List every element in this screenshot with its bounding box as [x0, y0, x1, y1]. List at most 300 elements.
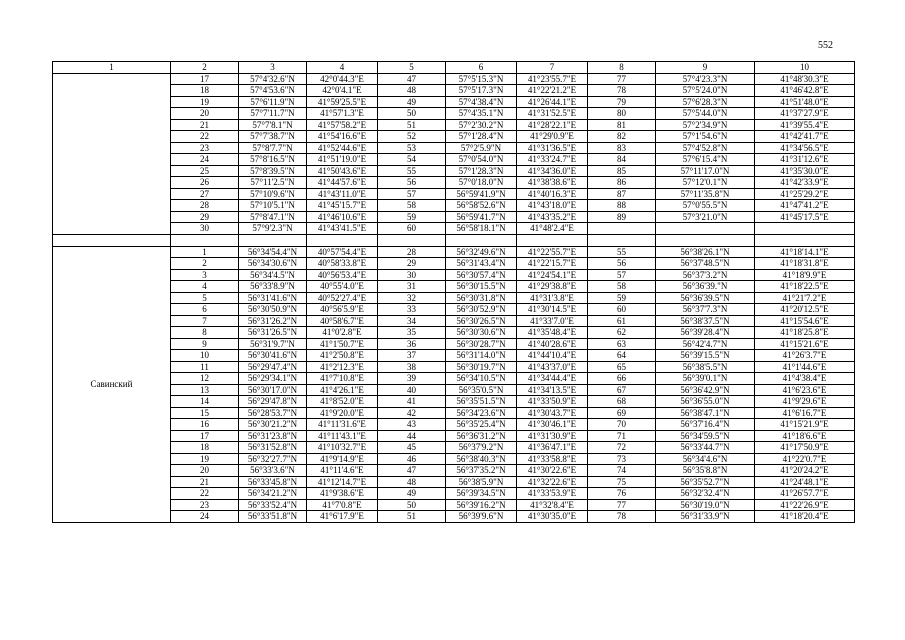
table-cell: 59 — [378, 211, 446, 223]
table-cell: 2 — [171, 258, 239, 270]
table-row — [53, 499, 855, 511]
table-cell: 41°15'54.6"E — [755, 315, 855, 327]
table-cell: 57°0'54.0"N — [446, 154, 517, 166]
table-cell: 56°59'41.9"N — [446, 188, 517, 200]
table-cell: 41°30'35.0"E — [517, 511, 588, 523]
table-cell: 57°2'34.9"N — [656, 119, 755, 131]
table-cell: 41°33'53.9"E — [517, 488, 588, 500]
table-cell: 41°18'20.4"E — [755, 511, 855, 523]
table-cell: 57°3'21.0"N — [656, 211, 755, 223]
table-cell: 71 — [588, 430, 656, 442]
table-cell: 56°39'34.5"N — [446, 488, 517, 500]
table-cell: 57°7'38.7"N — [239, 131, 307, 143]
table-cell: 82 — [588, 131, 656, 143]
table-cell: 29 — [378, 258, 446, 270]
table-cell: 42°0'44.3"E — [307, 73, 378, 85]
table-row — [53, 465, 855, 477]
header-cell: 3 — [239, 62, 307, 74]
table-cell: 79 — [588, 96, 656, 108]
table-cell: 56°36'55.0"N — [656, 396, 755, 408]
table-cell: 57°1'54.6"N — [656, 131, 755, 143]
table-cell: 41°43'11.0"E — [307, 188, 378, 200]
table-row — [53, 327, 855, 339]
table-cell: 18 — [171, 85, 239, 97]
header-cell: 2 — [171, 62, 239, 74]
table-cell: 57°8'47.1"N — [239, 211, 307, 223]
table-cell: 57°6'15.4"N — [656, 154, 755, 166]
table-cell: 41°30'14.5"E — [517, 304, 588, 316]
table-cell: 56°34'4.5"N — [239, 269, 307, 281]
table-cell: 76 — [588, 488, 656, 500]
table-cell — [656, 223, 755, 235]
table-row — [53, 476, 855, 488]
table-cell: 66 — [588, 373, 656, 385]
table-cell: 57°11'17.0"N — [656, 165, 755, 177]
table-cell: 57 — [588, 269, 656, 281]
table-cell: 41°52'44.6"E — [307, 142, 378, 154]
table-cell: 47 — [378, 465, 446, 477]
table-cell: 56°39'15.5"N — [656, 350, 755, 362]
table-cell: 41°18'6.6"E — [755, 430, 855, 442]
separator-row — [53, 234, 855, 246]
table-cell: 41°30'46.1"E — [517, 419, 588, 431]
table-cell: 41°18'9.9"E — [755, 269, 855, 281]
header-cell: 10 — [755, 62, 855, 74]
table-cell: 40°55'4.0"E — [307, 281, 378, 293]
table-cell: 20 — [171, 108, 239, 120]
table-row — [53, 188, 855, 200]
table-cell: 56°59'41.7"N — [446, 211, 517, 223]
table-cell: 41°43'37.0"E — [517, 361, 588, 373]
table-cell: 56°29'47.4"N — [239, 361, 307, 373]
table-cell: 41°43'18.0"E — [517, 200, 588, 212]
empty-cell — [239, 234, 307, 246]
table-cell: 56°30'19.0"N — [656, 499, 755, 511]
table-cell: 41°30'22.6"E — [517, 465, 588, 477]
table-row — [53, 396, 855, 408]
table-cell: 57°2'5.9"N — [446, 142, 517, 154]
table-cell: 41°31'52.5"E — [517, 108, 588, 120]
table-cell: 21 — [171, 476, 239, 488]
table-cell: 70 — [588, 419, 656, 431]
table-cell: 28 — [171, 200, 239, 212]
table-cell: 56°32'32.4"N — [656, 488, 755, 500]
table-cell: 35 — [378, 327, 446, 339]
table-cell: 77 — [588, 73, 656, 85]
table-cell: 42 — [378, 407, 446, 419]
table-cell: 11 — [171, 361, 239, 373]
table-cell: 41°12'14.7"E — [307, 476, 378, 488]
empty-cell — [53, 234, 171, 246]
table-cell: 57 — [378, 188, 446, 200]
table-cell: 40°52'27.4"E — [307, 292, 378, 304]
table-row — [53, 407, 855, 419]
table-cell: 78 — [588, 511, 656, 523]
table-cell: 39 — [378, 373, 446, 385]
table-cell: 56°30'52.9"N — [446, 304, 517, 316]
table-row — [53, 258, 855, 270]
table-row — [53, 350, 855, 362]
table-cell: 41°6'16.7"E — [755, 407, 855, 419]
table-cell: 41°46'42.8"E — [755, 85, 855, 97]
table-cell: 41°46'10.6"E — [307, 211, 378, 223]
table-row — [53, 292, 855, 304]
header-row — [53, 62, 855, 74]
table-cell: 41°34'13.5"E — [517, 384, 588, 396]
table-cell: 57°10'5.1"N — [239, 200, 307, 212]
table-cell: 13 — [171, 384, 239, 396]
table-cell: 56°30'57.4"N — [446, 269, 517, 281]
table-cell: 83 — [588, 142, 656, 154]
table-row — [53, 131, 855, 143]
table-cell: 57°4'52.8"N — [656, 142, 755, 154]
table-cell: 56°34'59.5"N — [656, 430, 755, 442]
empty-cell — [656, 234, 755, 246]
table-cell: 89 — [588, 211, 656, 223]
table-cell: 56°31'26.2"N — [239, 315, 307, 327]
table-cell: 56°31'14.0"N — [446, 350, 517, 362]
table-cell: 47 — [378, 73, 446, 85]
table-cell: 56°30'26.5"N — [446, 315, 517, 327]
table-cell: 17 — [171, 73, 239, 85]
table-cell: 41°1'44.6"E — [755, 361, 855, 373]
table-row — [53, 142, 855, 154]
table-cell: 41°31'36.5"E — [517, 142, 588, 154]
empty-cell — [307, 234, 378, 246]
table-cell: 34 — [378, 315, 446, 327]
table-cell: 41°6'23.6"E — [755, 384, 855, 396]
table-cell: 56°29'34.1"N — [239, 373, 307, 385]
table-cell: 57°7'8.1"N — [239, 119, 307, 131]
table-cell: 41°18'25.8"E — [755, 327, 855, 339]
table-cell: 10 — [171, 350, 239, 362]
table-row — [53, 154, 855, 166]
table-cell: 55 — [588, 246, 656, 258]
table-cell: 57°8'7.7"N — [239, 142, 307, 154]
table-cell: 17 — [171, 430, 239, 442]
table-cell: 41°40'16.3"E — [517, 188, 588, 200]
table-cell: 56°28'53.7"N — [239, 407, 307, 419]
table-row — [53, 200, 855, 212]
table-cell: 57°0'55.5"N — [656, 200, 755, 212]
region-name — [53, 73, 171, 234]
table-cell: 57°11'35.8"N — [656, 188, 755, 200]
table-cell: 56°35'51.5"N — [446, 396, 517, 408]
table-row — [53, 430, 855, 442]
table-cell: 22 — [171, 488, 239, 500]
header-cell: 7 — [517, 62, 588, 74]
table-cell: 57°12'0.1"N — [656, 177, 755, 189]
table-cell: 41°32'8.4"E — [517, 499, 588, 511]
table-cell: 37 — [378, 350, 446, 362]
table-cell: 63 — [588, 338, 656, 350]
table-cell: 41°34'36.0"E — [517, 165, 588, 177]
table-cell: 60 — [588, 304, 656, 316]
table-cell: 64 — [588, 350, 656, 362]
table-cell: 41°57'1.3"E — [307, 108, 378, 120]
table-cell: 41°18'14.1"E — [755, 246, 855, 258]
table-cell: 42°0'4.1"E — [307, 85, 378, 97]
table-cell: 4 — [171, 281, 239, 293]
table-cell — [588, 223, 656, 235]
empty-cell — [517, 234, 588, 246]
table-cell: 19 — [171, 453, 239, 465]
empty-cell — [588, 234, 656, 246]
table-cell: 41°4'38.4"E — [755, 373, 855, 385]
table-cell: 41°22'0.7"E — [755, 453, 855, 465]
table-cell: 41°59'25.5"E — [307, 96, 378, 108]
table-cell: 44 — [378, 430, 446, 442]
region-name: Савинский — [53, 246, 171, 522]
table-cell: 56°36'39."N — [656, 281, 755, 293]
table-cell: 5 — [171, 292, 239, 304]
table-cell: 56°35'8.8"N — [656, 465, 755, 477]
table-cell: 56°30'50.9"N — [239, 304, 307, 316]
table-cell: 85 — [588, 165, 656, 177]
page-number: 552 — [818, 40, 833, 51]
table-cell: 56°33'44.7"N — [656, 442, 755, 454]
table-cell: 41°26'57.7"E — [755, 488, 855, 500]
table-cell: 56°34'30.6"N — [239, 258, 307, 270]
table-cell: 41°9'14.9"E — [307, 453, 378, 465]
table-cell: 41°15'21.9"E — [755, 419, 855, 431]
table-cell: 41 — [378, 396, 446, 408]
header-cell: 4 — [307, 62, 378, 74]
table-cell: 41°37'27.9"E — [755, 108, 855, 120]
table-row — [53, 361, 855, 373]
table-cell: 86 — [588, 177, 656, 189]
table-cell: 41°54'16.6"E — [307, 131, 378, 143]
table-cell: 48 — [378, 85, 446, 97]
table-cell: 56°34'54.4"N — [239, 246, 307, 258]
table-cell: 9 — [171, 338, 239, 350]
table-cell: 41°9'29.6"E — [755, 396, 855, 408]
table-cell: 41°45'17.5"E — [755, 211, 855, 223]
table-cell: 41°25'29.2"E — [755, 188, 855, 200]
table-cell: 36 — [378, 338, 446, 350]
table-row — [53, 165, 855, 177]
table-cell: 41°42'33.9"E — [755, 177, 855, 189]
table-cell: 57°4'32.6"N — [239, 73, 307, 85]
table-cell: 56°31'43.4"N — [446, 258, 517, 270]
table-cell: 57°4'53.6"N — [239, 85, 307, 97]
table-cell: 12 — [171, 373, 239, 385]
table-cell: 57°5'17.3"N — [446, 85, 517, 97]
table-cell: 84 — [588, 154, 656, 166]
table-cell: 27 — [171, 188, 239, 200]
table-cell: 41°48'2.4"E — [517, 223, 588, 235]
table-cell: 49 — [378, 488, 446, 500]
table-cell: 41°33'50.9"E — [517, 396, 588, 408]
table-cell: 40°56'5.9"E — [307, 304, 378, 316]
table-cell: 56°33'52.4"N — [239, 499, 307, 511]
table-row — [53, 108, 855, 120]
table-cell: 25 — [171, 165, 239, 177]
table-cell: 41°35'48.4"E — [517, 327, 588, 339]
table-cell: 30 — [378, 269, 446, 281]
table-cell: 56°37'48.5"N — [656, 258, 755, 270]
table-cell: 1 — [171, 246, 239, 258]
table-cell: 33 — [378, 304, 446, 316]
table-cell: 81 — [588, 119, 656, 131]
table-cell: 46 — [378, 453, 446, 465]
table-cell: 41°57'58.2"E — [307, 119, 378, 131]
table-cell: 41°33'24.7"E — [517, 154, 588, 166]
table-cell: 62 — [588, 327, 656, 339]
table-cell: 29 — [171, 211, 239, 223]
table-cell: 54 — [378, 154, 446, 166]
table-cell: 77 — [588, 499, 656, 511]
table-cell: 24 — [171, 154, 239, 166]
table-cell: 55 — [378, 165, 446, 177]
table-cell: 78 — [588, 85, 656, 97]
table-cell: 56°30'17.0"N — [239, 384, 307, 396]
table-cell: 32 — [378, 292, 446, 304]
table-cell: 41°26'3.7"E — [755, 350, 855, 362]
table-cell: 41°44'10.4"E — [517, 350, 588, 362]
table-cell: 68 — [588, 396, 656, 408]
table-row — [53, 511, 855, 523]
table-cell: 73 — [588, 453, 656, 465]
table-cell: 41°11'31.6"E — [307, 419, 378, 431]
table-row — [53, 338, 855, 350]
table-cell: 19 — [171, 96, 239, 108]
table-cell: 56°38'47.1"N — [656, 407, 755, 419]
table-cell: 41°2'50.8"E — [307, 350, 378, 362]
table-cell: 41°34'56.5"E — [755, 142, 855, 154]
table-cell: 57°5'24.0"N — [656, 85, 755, 97]
table-cell: 56°31'52.8"N — [239, 442, 307, 454]
table-cell: 56°36'31.2"N — [446, 430, 517, 442]
table-cell: 41°30'43.7"E — [517, 407, 588, 419]
table-cell: 57°8'16.5"N — [239, 154, 307, 166]
table-cell: 41°38'38.6"E — [517, 177, 588, 189]
table-cell: 24 — [171, 511, 239, 523]
table-row — [53, 73, 855, 85]
table-cell: 20 — [171, 465, 239, 477]
table-cell: 16 — [171, 419, 239, 431]
table-cell: 56°33'8.9"N — [239, 281, 307, 293]
table-cell: 41°33'7.0"E — [517, 315, 588, 327]
table-cell: 57°5'44.0"N — [656, 108, 755, 120]
table-row — [53, 281, 855, 293]
table-cell — [755, 223, 855, 235]
table-cell: 57°4'23.3"N — [656, 73, 755, 85]
table-cell: 56°38'5.5"N — [656, 361, 755, 373]
table-cell: 57°2'30.2"N — [446, 119, 517, 131]
table-cell: 56°35'0.5"N — [446, 384, 517, 396]
table-cell: 56°32'27.7"N — [239, 453, 307, 465]
table-row — [53, 246, 855, 258]
table-cell: 41°31'3.8"E — [517, 292, 588, 304]
table-cell: 74 — [588, 465, 656, 477]
table-cell: 41°48'30.3"E — [755, 73, 855, 85]
table-cell: 56°37'7.3"N — [656, 304, 755, 316]
table-cell: 57°4'35.1"N — [446, 108, 517, 120]
table-cell: 56°58'52.6"N — [446, 200, 517, 212]
table-row — [53, 223, 855, 235]
empty-cell — [171, 234, 239, 246]
table-cell: 56°37'35.2"N — [446, 465, 517, 477]
table-cell: 41°33'58.8"E — [517, 453, 588, 465]
table-cell: 43 — [378, 419, 446, 431]
table-cell: 41°24'54.1"E — [517, 269, 588, 281]
table-cell: 57°6'28.3"N — [656, 96, 755, 108]
table-cell: 41°45'15.7"E — [307, 200, 378, 212]
table-cell: 56°36'39.5"N — [656, 292, 755, 304]
header-cell: 1 — [53, 62, 171, 74]
table-cell: 22 — [171, 131, 239, 143]
table-cell: 41°18'31.8"E — [755, 258, 855, 270]
table-cell: 40°58'33.8"E — [307, 258, 378, 270]
table-cell: 41°8'52.0"E — [307, 396, 378, 408]
header-cell: 8 — [588, 62, 656, 74]
table-cell: 41°22'21.2"E — [517, 85, 588, 97]
table-cell: 57°1'28.3"N — [446, 165, 517, 177]
table-cell: 58 — [378, 200, 446, 212]
table-cell: 56°30'19.7"N — [446, 361, 517, 373]
table-row — [53, 119, 855, 131]
table-cell: 41°43'41.5"E — [307, 223, 378, 235]
table-cell: 38 — [378, 361, 446, 373]
table-row — [53, 177, 855, 189]
table-cell: 56°38'40.3"N — [446, 453, 517, 465]
table-cell: 72 — [588, 442, 656, 454]
table-cell: 41°1'50.7"E — [307, 338, 378, 350]
table-cell: 41°32'22.6"E — [517, 476, 588, 488]
table-cell: 8 — [171, 327, 239, 339]
table-cell: 41°50'43.6"E — [307, 165, 378, 177]
table-cell: 65 — [588, 361, 656, 373]
table-cell: 15 — [171, 407, 239, 419]
table-cell: 18 — [171, 442, 239, 454]
table-cell: 56°39'28.4"N — [656, 327, 755, 339]
table-cell: 56°31'9.7"N — [239, 338, 307, 350]
table-cell: 6 — [171, 304, 239, 316]
table-cell: 45 — [378, 442, 446, 454]
table-cell: 67 — [588, 384, 656, 396]
table-cell: 57°11'2.5"N — [239, 177, 307, 189]
table-cell: 26 — [171, 177, 239, 189]
table-cell: 56°30'28.7"N — [446, 338, 517, 350]
table-cell: 41°31'12.6"E — [755, 154, 855, 166]
table-cell: 57°10'9.6"N — [239, 188, 307, 200]
table-cell: 56°31'33.9"N — [656, 511, 755, 523]
table-cell: 48 — [378, 476, 446, 488]
table-cell: 41°18'22.5"E — [755, 281, 855, 293]
table-cell: 41°22'55.7"E — [517, 246, 588, 258]
table-cell: 31 — [378, 281, 446, 293]
table-cell: 23 — [171, 142, 239, 154]
table-cell: 56°33'51.8"N — [239, 511, 307, 523]
table-cell: 41°23'55.7"E — [517, 73, 588, 85]
table-cell: 41°9'38.6"E — [307, 488, 378, 500]
table-cell: 51 — [378, 119, 446, 131]
table-cell: 58 — [588, 281, 656, 293]
table-cell: 57°4'38.4"N — [446, 96, 517, 108]
table-cell: 30 — [171, 223, 239, 235]
table-cell: 41°42'41.7"E — [755, 131, 855, 143]
table-cell: 41°15'21.6"E — [755, 338, 855, 350]
table-row — [53, 211, 855, 223]
table-row — [53, 85, 855, 97]
table-cell: 57°1'28.4"N — [446, 131, 517, 143]
table-row — [53, 269, 855, 281]
table-cell: 69 — [588, 407, 656, 419]
table-cell: 75 — [588, 476, 656, 488]
table-row — [53, 419, 855, 431]
table-cell: 80 — [588, 108, 656, 120]
